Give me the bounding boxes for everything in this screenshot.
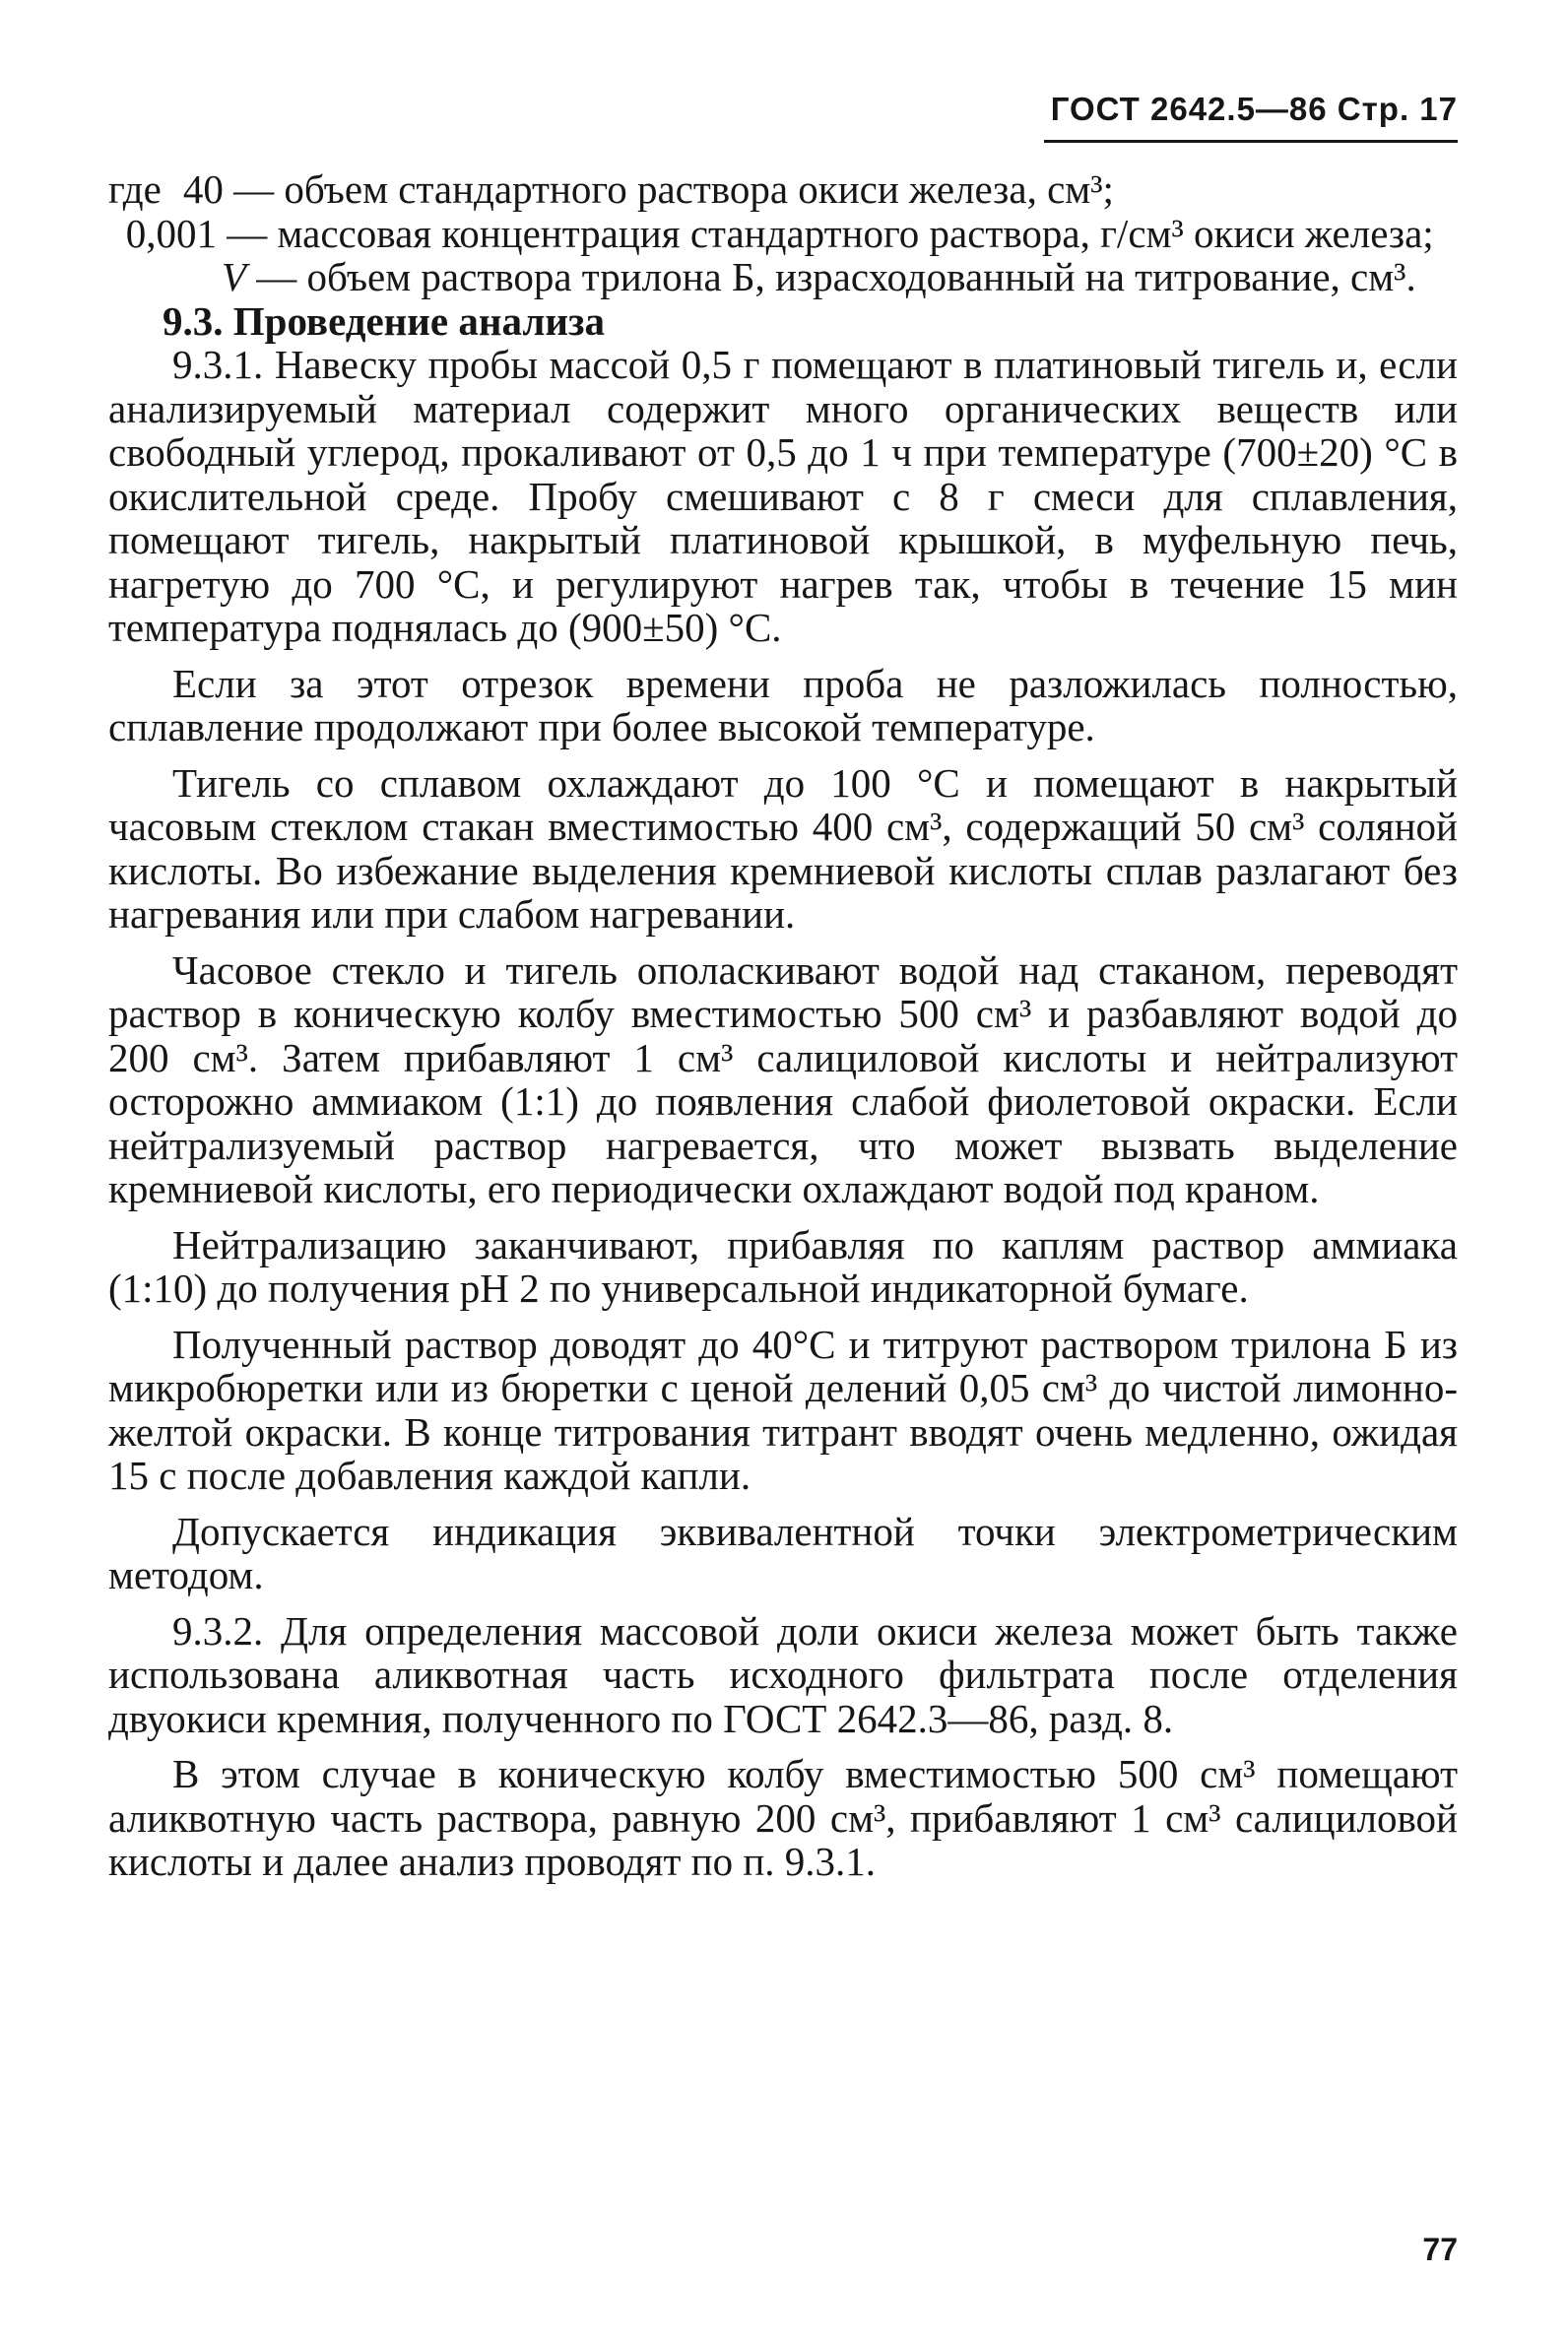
definition-row — [108, 255, 1458, 299]
definition-text: объем стандартного раствора окиси железа, см³; — [284, 166, 1114, 212]
definition-dash: — — [246, 254, 307, 299]
definition-text: объем раствора трилона Б, израсходованный на титрование, см³. — [306, 254, 1416, 299]
paragraph: Нейтрализацию заканчивают, прибавляя по каплям раствор аммиака (1:10) до получения рН 2 по универсальной индикаторной бумаге. — [108, 1221, 1458, 1311]
paragraph: Полученный раствор доводят до 40°С и титруют раствором трилона Б из микробюретки или из бюретки с ценой делений 0,05 см³ до чистой лимонно-желтой окраски. В конце титрования титрант вводят очень медленно, ожидая 15 с после добавления каждой капли. — [108, 1321, 1458, 1498]
paragraph: В этом случае в коническую колбу вместимостью 500 см³ помещают аликвотную часть раствора, равную 200 см³, прибавляют 1 см³ салициловой кислоты и далее анализ проводят по п. 9.3.1. — [108, 1751, 1458, 1884]
running-head: ГОСТ 2642.5—86 Стр. 17 — [1050, 91, 1458, 127]
section-heading — [108, 299, 1458, 344]
section-number: 9.3. — [163, 297, 224, 344]
section-title: Проведение анализа — [232, 297, 605, 344]
definition-row — [108, 167, 1458, 212]
definition-row — [108, 212, 1458, 256]
definition-symbol: V — [221, 254, 246, 299]
definition-dash: — — [217, 210, 278, 256]
header-rule — [1044, 140, 1458, 143]
paragraph: 9.3.1. Навеску пробы массой 0,5 г помещают в платиновый тигель и, если анализируемый материал содержит много органических веществ или свободный углерод, прокаливают от 0,5 до 1 ч при температуре (700±20) °С в окислительной среде. Пробу смешивают с 8 г смеси для сплавления, помещают тигель, накрытый платиновой крышкой, в муфельную печь, нагретую до 700 °С, и регулируют нагрев так, чтобы в течение 15 мин температура поднялась до (900±50) °С. — [108, 342, 1458, 650]
definition-dash: — — [223, 166, 285, 212]
definition-prefix: где — [108, 166, 162, 212]
definition-text: массовая концентрация стандартного раствора, г/см³ окиси железа; — [277, 210, 1434, 256]
paragraph: Если за этот отрезок времени проба не разложилась полностью, сплавление продолжают при более высокой температуре. — [108, 660, 1458, 749]
definition-symbol: 40 — [182, 166, 224, 212]
definition-symbol: 0,001 — [125, 210, 217, 256]
paragraph: Допускается индикация эквивалентной точки электрометрическим методом. — [108, 1508, 1458, 1597]
paragraph: Часовое стекло и тигель ополаскивают водой над стаканом, переводят раствор в коническую колбу вместимостью 500 см³ и разбавляют водой до 200 см³. Затем прибавляют 1 см³ салициловой кислоты и нейтрализуют осторожно аммиаком (1:1) до появления слабой фиолетовой окраски. Если нейтрализуемый раствор нагревается, что может вызвать выделение кремниевой кислоты, его периодически охлаждают водой под краном. — [108, 946, 1458, 1211]
page-number: 77 — [1422, 2232, 1458, 2267]
page-body — [108, 167, 1458, 1896]
paragraph: Тигель со сплавом охлаждают до 100 °С и помещают в накрытый часовым стеклом стакан вместимостью 400 см³, содержащий 50 см³ соляной кислоты. Во избежание выделения кремниевой кислоты сплав разлагают без нагревания или при слабом нагревании. — [108, 759, 1458, 937]
paragraph: 9.3.2. Для определения массовой доли окиси железа может быть также использована аликвотная часть исходного фильтрата после отделения двуокиси кремния, полученного по ГОСТ 2642.3—86, разд. 8. — [108, 1607, 1458, 1741]
